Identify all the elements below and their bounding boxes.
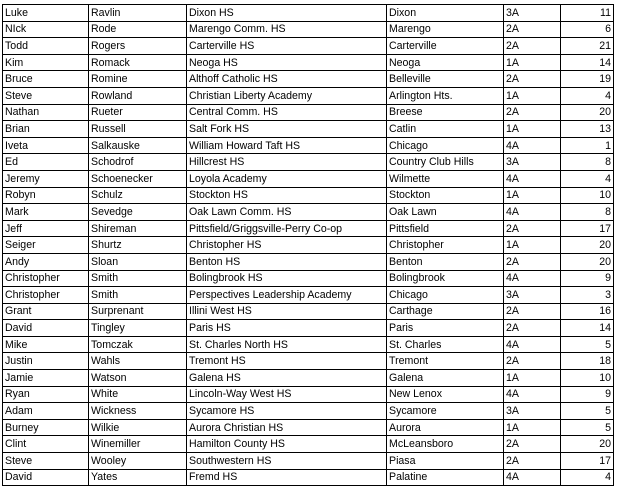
table-row	[3, 436, 614, 453]
class-cell: 2A	[504, 453, 561, 470]
last-name-cell: Schulz	[89, 187, 187, 204]
class-cell: 4A	[504, 336, 561, 353]
school-cell: Benton HS	[187, 253, 387, 270]
first-name-cell: Ed	[3, 154, 89, 171]
last-name-cell: Sloan	[89, 253, 187, 270]
city-cell: Christopher	[387, 237, 504, 254]
city-cell: Country Club Hills	[387, 154, 504, 171]
first-name-cell: Iveta	[3, 137, 89, 154]
value-cell: 10	[561, 370, 614, 387]
value-cell: 19	[561, 71, 614, 88]
first-name-cell: Justin	[3, 353, 89, 370]
school-cell: Paris HS	[187, 320, 387, 337]
first-name-cell: Jeremy	[3, 170, 89, 187]
school-cell: Carterville HS	[187, 38, 387, 55]
city-cell: Carthage	[387, 303, 504, 320]
value-cell: 5	[561, 336, 614, 353]
school-cell: Hillcrest HS	[187, 154, 387, 171]
first-name-cell: Nathan	[3, 104, 89, 121]
class-cell: 3A	[504, 5, 561, 22]
first-name-cell: Jeff	[3, 220, 89, 237]
school-cell: Stockton HS	[187, 187, 387, 204]
table-row	[3, 386, 614, 403]
table-row	[3, 253, 614, 270]
roster-table-body	[3, 5, 614, 486]
last-name-cell: Sevedge	[89, 204, 187, 221]
school-cell: Bolingbrook HS	[187, 270, 387, 287]
first-name-cell: Kim	[3, 54, 89, 71]
table-row	[3, 237, 614, 254]
school-cell: Aurora Christian HS	[187, 419, 387, 436]
value-cell: 4	[561, 170, 614, 187]
first-name-cell: Robyn	[3, 187, 89, 204]
class-cell: 2A	[504, 253, 561, 270]
school-cell: Oak Lawn Comm. HS	[187, 204, 387, 221]
first-name-cell: Christopher	[3, 287, 89, 304]
table-row	[3, 87, 614, 104]
first-name-cell: Adam	[3, 403, 89, 420]
class-cell: 2A	[504, 220, 561, 237]
table-row	[3, 220, 614, 237]
school-cell: Fremd HS	[187, 469, 387, 486]
value-cell: 6	[561, 21, 614, 38]
school-cell: Christopher HS	[187, 237, 387, 254]
table-row	[3, 154, 614, 171]
last-name-cell: Rode	[89, 21, 187, 38]
value-cell: 3	[561, 287, 614, 304]
table-row	[3, 419, 614, 436]
class-cell: 4A	[504, 170, 561, 187]
table-row	[3, 38, 614, 55]
class-cell: 1A	[504, 419, 561, 436]
city-cell: Aurora	[387, 419, 504, 436]
value-cell: 5	[561, 419, 614, 436]
school-cell: Neoga HS	[187, 54, 387, 71]
last-name-cell: Tomczak	[89, 336, 187, 353]
table-row	[3, 370, 614, 387]
first-name-cell: Christopher	[3, 270, 89, 287]
school-cell: Loyola Academy	[187, 170, 387, 187]
value-cell: 11	[561, 5, 614, 22]
school-cell: Sycamore HS	[187, 403, 387, 420]
school-cell: Dixon HS	[187, 5, 387, 22]
last-name-cell: Tingley	[89, 320, 187, 337]
table-row	[3, 54, 614, 71]
city-cell: Belleville	[387, 71, 504, 88]
value-cell: 8	[561, 154, 614, 171]
last-name-cell: Winemiller	[89, 436, 187, 453]
city-cell: Piasa	[387, 453, 504, 470]
school-cell: Illini West HS	[187, 303, 387, 320]
city-cell: Palatine	[387, 469, 504, 486]
city-cell: Wilmette	[387, 170, 504, 187]
class-cell: 2A	[504, 38, 561, 55]
value-cell: 10	[561, 187, 614, 204]
table-row	[3, 121, 614, 138]
value-cell: 17	[561, 453, 614, 470]
last-name-cell: Wooley	[89, 453, 187, 470]
last-name-cell: Russell	[89, 121, 187, 138]
city-cell: Bolingbrook	[387, 270, 504, 287]
last-name-cell: Shurtz	[89, 237, 187, 254]
city-cell: Oak Lawn	[387, 204, 504, 221]
school-cell: Hamilton County HS	[187, 436, 387, 453]
school-cell: Central Comm. HS	[187, 104, 387, 121]
city-cell: Carterville	[387, 38, 504, 55]
class-cell: 1A	[504, 187, 561, 204]
class-cell: 1A	[504, 54, 561, 71]
school-cell: Pittsfield/Griggsville-Perry Co-op	[187, 220, 387, 237]
class-cell: 4A	[504, 386, 561, 403]
class-cell: 3A	[504, 287, 561, 304]
city-cell: Galena	[387, 370, 504, 387]
first-name-cell: David	[3, 320, 89, 337]
city-cell: Arlington Hts.	[387, 87, 504, 104]
school-cell: Salt Fork HS	[187, 121, 387, 138]
last-name-cell: Wilkie	[89, 419, 187, 436]
last-name-cell: Rowland	[89, 87, 187, 104]
class-cell: 2A	[504, 71, 561, 88]
city-cell: McLeansboro	[387, 436, 504, 453]
class-cell: 1A	[504, 370, 561, 387]
first-name-cell: Burney	[3, 419, 89, 436]
city-cell: Tremont	[387, 353, 504, 370]
first-name-cell: Brian	[3, 121, 89, 138]
class-cell: 3A	[504, 403, 561, 420]
first-name-cell: David	[3, 469, 89, 486]
roster-table	[2, 4, 614, 486]
first-name-cell: Andy	[3, 253, 89, 270]
first-name-cell: Clint	[3, 436, 89, 453]
table-row	[3, 187, 614, 204]
table-row	[3, 453, 614, 470]
value-cell: 21	[561, 38, 614, 55]
first-name-cell: Steve	[3, 453, 89, 470]
class-cell: 2A	[504, 104, 561, 121]
first-name-cell: Todd	[3, 38, 89, 55]
city-cell: Chicago	[387, 137, 504, 154]
table-row	[3, 336, 614, 353]
last-name-cell: Wickness	[89, 403, 187, 420]
first-name-cell: Jamie	[3, 370, 89, 387]
table-row	[3, 320, 614, 337]
last-name-cell: Smith	[89, 270, 187, 287]
class-cell: 4A	[504, 270, 561, 287]
value-cell: 4	[561, 87, 614, 104]
last-name-cell: Romine	[89, 71, 187, 88]
last-name-cell: Surprenant	[89, 303, 187, 320]
class-cell: 1A	[504, 121, 561, 138]
city-cell: St. Charles	[387, 336, 504, 353]
first-name-cell: Mark	[3, 204, 89, 221]
class-cell: 2A	[504, 21, 561, 38]
last-name-cell: Shireman	[89, 220, 187, 237]
class-cell: 1A	[504, 87, 561, 104]
city-cell: New Lenox	[387, 386, 504, 403]
city-cell: Chicago	[387, 287, 504, 304]
table-row	[3, 303, 614, 320]
table-row	[3, 270, 614, 287]
last-name-cell: Romack	[89, 54, 187, 71]
value-cell: 14	[561, 320, 614, 337]
first-name-cell: Grant	[3, 303, 89, 320]
value-cell: 17	[561, 220, 614, 237]
city-cell: Benton	[387, 253, 504, 270]
value-cell: 18	[561, 353, 614, 370]
city-cell: Sycamore	[387, 403, 504, 420]
class-cell: 2A	[504, 320, 561, 337]
table-row	[3, 137, 614, 154]
class-cell: 2A	[504, 353, 561, 370]
city-cell: Marengo	[387, 21, 504, 38]
school-cell: Lincoln-Way West HS	[187, 386, 387, 403]
table-row	[3, 469, 614, 486]
city-cell: Catlin	[387, 121, 504, 138]
city-cell: Dixon	[387, 5, 504, 22]
last-name-cell: Ravlin	[89, 5, 187, 22]
city-cell: Pittsfield	[387, 220, 504, 237]
city-cell: Paris	[387, 320, 504, 337]
last-name-cell: Salkauske	[89, 137, 187, 154]
table-row	[3, 21, 614, 38]
school-cell: Marengo Comm. HS	[187, 21, 387, 38]
table-row	[3, 71, 614, 88]
city-cell: Stockton	[387, 187, 504, 204]
last-name-cell: White	[89, 386, 187, 403]
value-cell: 9	[561, 270, 614, 287]
class-cell: 4A	[504, 204, 561, 221]
last-name-cell: Rueter	[89, 104, 187, 121]
first-name-cell: NIck	[3, 21, 89, 38]
value-cell: 8	[561, 204, 614, 221]
class-cell: 2A	[504, 436, 561, 453]
value-cell: 14	[561, 54, 614, 71]
first-name-cell: Luke	[3, 5, 89, 22]
first-name-cell: Steve	[3, 87, 89, 104]
last-name-cell: Rogers	[89, 38, 187, 55]
table-row	[3, 353, 614, 370]
value-cell: 4	[561, 469, 614, 486]
value-cell: 20	[561, 253, 614, 270]
city-cell: Breese	[387, 104, 504, 121]
school-cell: Galena HS	[187, 370, 387, 387]
school-cell: Althoff Catholic HS	[187, 71, 387, 88]
class-cell: 1A	[504, 237, 561, 254]
school-cell: St. Charles North HS	[187, 336, 387, 353]
city-cell: Neoga	[387, 54, 504, 71]
class-cell: 4A	[504, 469, 561, 486]
school-cell: William Howard Taft HS	[187, 137, 387, 154]
first-name-cell: Ryan	[3, 386, 89, 403]
last-name-cell: Schoenecker	[89, 170, 187, 187]
table-row	[3, 170, 614, 187]
school-cell: Perspectives Leadership Academy	[187, 287, 387, 304]
last-name-cell: Yates	[89, 469, 187, 486]
value-cell: 9	[561, 386, 614, 403]
first-name-cell: Bruce	[3, 71, 89, 88]
first-name-cell: Seiger	[3, 237, 89, 254]
table-row	[3, 403, 614, 420]
school-cell: Tremont HS	[187, 353, 387, 370]
school-cell: Southwestern HS	[187, 453, 387, 470]
value-cell: 16	[561, 303, 614, 320]
value-cell: 5	[561, 403, 614, 420]
table-row	[3, 287, 614, 304]
last-name-cell: Watson	[89, 370, 187, 387]
value-cell: 20	[561, 237, 614, 254]
class-cell: 4A	[504, 137, 561, 154]
last-name-cell: Schodrof	[89, 154, 187, 171]
table-row	[3, 104, 614, 121]
first-name-cell: Mike	[3, 336, 89, 353]
last-name-cell: Wahls	[89, 353, 187, 370]
last-name-cell: Smith	[89, 287, 187, 304]
class-cell: 2A	[504, 303, 561, 320]
class-cell: 3A	[504, 154, 561, 171]
value-cell: 20	[561, 104, 614, 121]
table-row	[3, 204, 614, 221]
school-cell: Christian Liberty Academy	[187, 87, 387, 104]
table-row	[3, 5, 614, 22]
value-cell: 1	[561, 137, 614, 154]
value-cell: 13	[561, 121, 614, 138]
value-cell: 20	[561, 436, 614, 453]
